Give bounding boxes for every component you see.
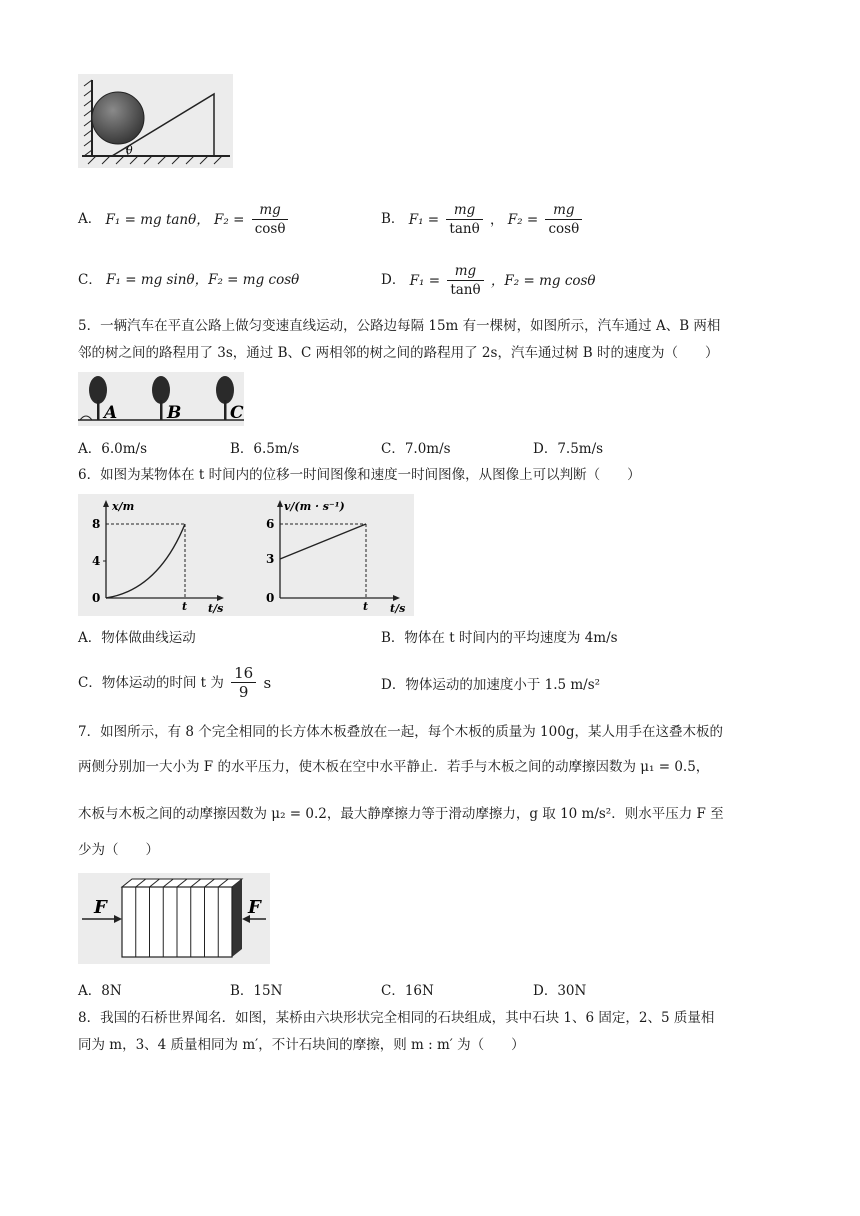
q7-option-b[interactable]: B．15N — [230, 983, 283, 999]
tree-label-a: A — [104, 403, 118, 423]
q6-stem-line-1: 6．如图为某物体在 t 时间内的位移一时间图像和速度一时间图像，从图像上可以判断（ ） — [78, 467, 641, 483]
graph2-tick-3: 3 — [266, 552, 275, 566]
q7-stem-line-2: 两侧分别加一大小为 F 的水平压力，使木板在空中水平静止．若手与木板之间的动摩擦因数为 μ₁ = 0.5， — [78, 759, 710, 775]
graph1-tick-t: t — [182, 600, 188, 613]
force-label-right: F — [248, 897, 261, 918]
graph1-tick-0: 0 — [92, 591, 101, 605]
q4-option-b[interactable] — [381, 201, 585, 238]
q6-option-d[interactable]: D．物体运动的加速度小于 1.5 m/s² — [381, 677, 601, 693]
q4-figure — [78, 74, 233, 168]
q5-option-c[interactable]: C．7.0m/s — [381, 441, 451, 457]
option-b-fraction-2 — [545, 201, 582, 238]
q5-option-d[interactable]: D．7.5m/s — [533, 441, 604, 457]
q5-option-a[interactable]: A．6.0m/s — [78, 441, 147, 457]
q7-option-d[interactable]: D．30N — [533, 983, 587, 999]
force-label-left: F — [94, 897, 107, 918]
numerator: mg — [545, 201, 582, 220]
graph1-ylabel: x/m — [112, 500, 135, 513]
numerator: mg — [252, 201, 289, 220]
separator: ， — [490, 211, 504, 228]
option-b-f1-lhs: F₁ = — [408, 211, 440, 228]
numerator: mg — [446, 201, 482, 220]
denominator: cosθ — [254, 221, 286, 237]
q5-figure — [78, 372, 244, 426]
option-letter: B． — [381, 211, 405, 227]
option-c-fraction — [231, 664, 256, 701]
option-letter: D． — [381, 272, 406, 288]
motion-graphs — [78, 494, 414, 616]
denominator: 9 — [238, 683, 249, 701]
q7-stem-line-1: 7．如图所示，有 8 个完全相同的长方体木板叠放在一起，每个木板的质量为 100g，某人用手在这叠木板的 — [78, 724, 723, 740]
velocity-time-graph — [266, 500, 405, 615]
q8-stem-line-1: 8．我国的石桥世界闻名．如图，某桥由六块形状完全相同的石块组成，其中石块 1、6 固定，2、5 质量相 — [78, 1010, 715, 1026]
q5-stem-line-2: 邻的树之间的路程用了 3s，通过 B、C 两相邻的树之间的路程用了 2s，汽车通过树 B 时的速度为（ ） — [78, 345, 719, 361]
q6-option-b[interactable]: B．物体在 t 时间内的平均速度为 4m/s — [381, 630, 618, 646]
q4-option-c[interactable] — [78, 270, 299, 290]
graph2-xlabel: t/s — [390, 602, 406, 615]
q4-option-d[interactable] — [381, 262, 596, 299]
option-a-f1: F₁ = mg tanθ， — [105, 211, 210, 228]
q7-figure — [78, 873, 270, 964]
graph1-tick-4: 4 — [92, 554, 101, 568]
tree-label-b: B — [167, 403, 182, 423]
q6-option-a[interactable]: A．物体做曲线运动 — [78, 630, 196, 646]
q5-option-b[interactable]: B．6.5m/s — [230, 441, 300, 457]
q8-stem-line-2: 同为 m，3、4 质量相同为 m′，不计石块间的摩擦，则 m : m′ 为（ ） — [78, 1037, 525, 1053]
option-d-fraction — [447, 262, 483, 299]
q6-figure — [78, 494, 414, 616]
option-d-f1-lhs: F₁ = — [409, 272, 441, 289]
q7-stem-line-4: 少为（ ） — [78, 842, 159, 858]
option-letter: A． — [78, 211, 102, 227]
q7-option-a[interactable]: A．8N — [78, 983, 122, 999]
option-a-fraction — [252, 201, 289, 238]
trees-diagram — [78, 372, 244, 426]
boards-diagram — [78, 873, 270, 964]
x-t-curve — [106, 524, 185, 598]
q7-option-c[interactable]: C．16N — [381, 983, 434, 999]
numerator: mg — [447, 262, 483, 281]
option-c-unit: s — [263, 673, 272, 692]
graph1-tick-8: 8 — [92, 517, 101, 531]
option-b-fraction-1 — [446, 201, 482, 238]
denominator: tanθ — [449, 221, 480, 237]
ball-incline-diagram — [78, 74, 233, 168]
option-a-f2-lhs: F₂ = — [214, 211, 245, 228]
graph2-ylabel: v/(m · s⁻¹) — [284, 500, 345, 513]
q4-option-a[interactable] — [78, 201, 291, 238]
graph1-xlabel: t/s — [208, 602, 224, 615]
option-letter: C． — [78, 272, 102, 288]
graph2-tick-t: t — [363, 600, 369, 613]
tree-label-c: C — [230, 403, 244, 423]
option-c-text: C．物体运动的时间 t 为 — [78, 674, 224, 691]
theta-label: θ — [126, 144, 133, 157]
option-d-rest: ，F₂ = mg cosθ — [490, 272, 596, 289]
option-b-f2-lhs: F₂ = — [507, 211, 539, 228]
option-c-text: F₁ = mg sinθ，F₂ = mg cosθ — [106, 272, 300, 288]
graph2-tick-6: 6 — [266, 517, 275, 531]
q6-option-c[interactable] — [78, 664, 271, 701]
denominator: cosθ — [548, 221, 580, 237]
numerator: 16 — [231, 664, 256, 683]
q5-stem-line-1: 5．一辆汽车在平直公路上做匀变速直线运动，公路边每隔 15m 有一棵树，如图所示，汽车通过 A、B 两相 — [78, 318, 721, 334]
graph2-tick-0: 0 — [266, 591, 275, 605]
denominator: tanθ — [450, 282, 481, 298]
q7-stem-line-3: 木板与木板之间的动摩擦因数为 μ₂ = 0.2，最大静摩擦力等于滑动摩擦力，g 取 10 m/s²．则水平压力 F 至 — [78, 806, 724, 822]
v-t-line — [280, 524, 366, 559]
displacement-time-graph — [92, 500, 224, 615]
